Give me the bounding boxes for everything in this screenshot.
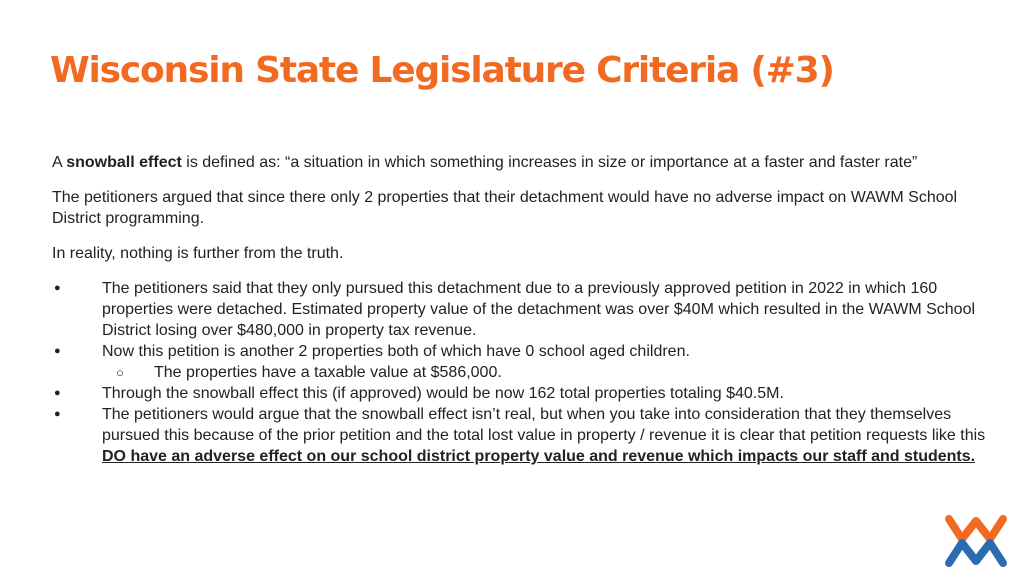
snowball-term: snowball effect [66,154,182,171]
wawm-logo-icon [943,505,1009,571]
sub-bullet-list [102,362,987,383]
adverse-effect-emphasis: DO have an adverse effect on our school district property value and revenue which impacts our staff and students. [102,448,976,465]
list-item: ● The petitioners would argue that the snowball effect isn’t real, but when you take into consideration that they themselves pursued this because of the prior petition and the total lost value in property / revenue it is clear that petition requests like this DO have an adverse effect on our school district property value and revenue which impacts our staff and students. [52,404,987,467]
list-item: ● Through the snowball effect this (if approved) would be now 162 total properties totaling $40.5M. [52,383,987,404]
slide-body [52,152,987,467]
list-item: ● The petitioners said that they only pursued this detachment due to a previously approved petition in 2022 in which 160 properties were detached. Estimated property value of the detachment was over $40M which resulted in the WAWM School District losing over $480,000 in property tax revenue. [52,278,987,341]
petitioners-argument: The petitioners argued that since there only 2 properties that their detachment would have no adverse impact on WAWM School District programming. [52,189,958,227]
reality-statement: In reality, nothing is further from the truth. [52,245,344,262]
slide-title: Wisconsin State Legislature Criteria (#3) [50,50,834,91]
snowball-definition: A snowball effect is defined as: “a situation in which something increases in size or importance at a faster and faster rate” [52,154,918,171]
sub-list-item: ○ The properties have a taxable value at $586,000. [102,362,987,383]
bullet-list [52,278,987,467]
list-item: ● Now this petition is another 2 properties both of which have 0 school aged children. ○ The properties have a taxable value at $586,000. [52,341,987,383]
